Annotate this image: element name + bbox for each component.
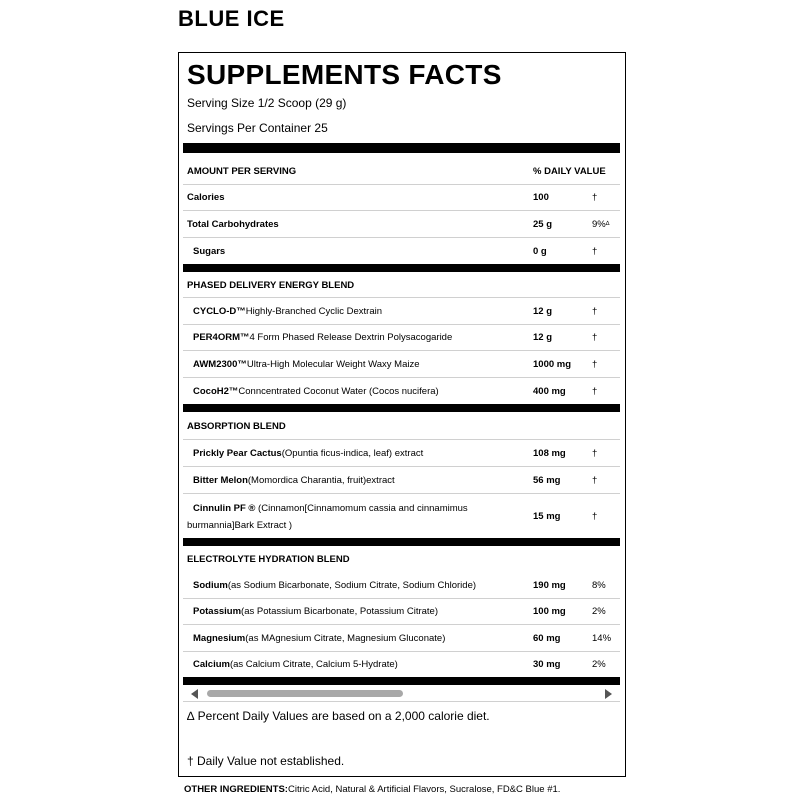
ingredient-amount: 108 mg — [533, 447, 566, 459]
ingredient-amount: 56 mg — [533, 474, 561, 486]
absorption-blend-header — [183, 414, 620, 440]
calories-row — [183, 185, 620, 211]
ingredient-desc: (as Sodium Bicarbonate, Sodium Citrate, Sodium Chloride) — [227, 579, 477, 591]
scroll-right-arrow-icon[interactable] — [605, 689, 612, 699]
ingredient-desc: (as MAgnesium Citrate, Magnesium Gluconate) — [245, 632, 446, 644]
blend-item-row — [183, 440, 620, 467]
nutrient-amount: 25 g — [533, 218, 553, 230]
nutrient-name: Sugars — [193, 245, 226, 257]
percent-daily-value-footnote: ∆ Percent Daily Values are based on a 2,000 calorie diet. — [187, 709, 490, 723]
ingredient-desc: 4 Form Phased Release Dextrin Polysacogaride — [249, 332, 453, 343]
ingredient-dv: † — [592, 510, 598, 522]
total-carbohydrates-row — [183, 211, 620, 238]
ingredient-desc: (as Calcium Citrate, Calcium 5-Hydrate) — [229, 659, 398, 670]
blend-item-row — [183, 625, 620, 652]
ingredient-dv: 2% — [592, 606, 606, 617]
ingredient-amount: 400 mg — [533, 385, 566, 397]
ingredient-amount: 60 mg — [533, 632, 561, 644]
energy-blend-header — [183, 274, 620, 298]
sugars-row — [183, 238, 620, 264]
ingredient-dv: 14% — [592, 632, 612, 644]
ingredient-dv: † — [592, 305, 598, 317]
ingredient-brand: Sodium — [193, 579, 228, 591]
dv-value: 9% — [592, 218, 606, 230]
thick-divider — [183, 538, 620, 546]
ingredient-dv: † — [592, 474, 598, 486]
ingredient-brand: CYCLO-D™ — [193, 305, 246, 317]
facts-title: SUPPLEMENTS FACTS — [187, 59, 502, 90]
ingredient-amount: 1000 mg — [533, 358, 572, 370]
ingredient-dv: † — [592, 332, 598, 343]
nutrient-dv — [592, 211, 609, 237]
ingredient-desc: (as Potassium Bicarbonate, Potassium Citrate) — [241, 606, 438, 617]
ingredient-amount: 12 g — [533, 332, 553, 343]
nutrient-dv: † — [592, 245, 598, 257]
thick-divider — [183, 143, 620, 153]
scroll-left-arrow-icon[interactable] — [191, 689, 198, 699]
ingredient-amount: 100 mg — [533, 606, 566, 617]
blend-item-row — [183, 599, 620, 625]
ingredient-dv: † — [592, 447, 598, 459]
amount-per-serving-header: AMOUNT PER SERVING — [187, 166, 297, 177]
supplement-facts-panel — [178, 52, 626, 777]
ingredient-brand: Prickly Pear Cactus — [193, 447, 282, 459]
blend-item-row — [183, 378, 620, 404]
ingredient-brand: Calcium — [193, 659, 230, 670]
ingredient-amount: 190 mg — [533, 579, 566, 591]
nutrient-amount: 0 g — [533, 245, 547, 257]
other-ingredients — [184, 784, 560, 795]
blend-item-row — [183, 652, 620, 677]
ingredient-brand: PER4ORM™ — [193, 332, 250, 343]
blend-title: ABSORPTION BLEND — [187, 421, 286, 432]
ingredient-desc: (Opuntia ficus-indica, leaf) extract — [281, 447, 424, 459]
thick-divider — [183, 404, 620, 412]
nutrient-dv: † — [592, 192, 598, 203]
blend-item-row — [183, 572, 620, 599]
ingredient-amount: 15 mg — [533, 510, 561, 522]
ingredient-dv: 8% — [592, 579, 606, 591]
ingredient-desc: Conncentrated Coconut Water (Cocos nucifera) — [238, 385, 439, 397]
product-title: BLUE ICE — [178, 6, 285, 31]
serving-size: Serving Size 1/2 Scoop (29 g) — [187, 96, 347, 110]
thick-divider — [183, 677, 620, 685]
blend-title: ELECTROLYTE HYDRATION BLEND — [187, 553, 350, 565]
blend-item-row — [183, 351, 620, 378]
horizontal-scrollbar[interactable] — [183, 686, 620, 702]
nutrient-name: Calories — [187, 192, 225, 203]
electrolyte-blend-header — [183, 547, 620, 571]
servings-per-container: Servings Per Container 25 — [187, 121, 328, 135]
ingredient-brand: AWM2300™ — [193, 358, 247, 370]
scrollbar-thumb[interactable] — [207, 690, 403, 697]
thick-divider — [183, 264, 620, 272]
ingredient-brand: CocoH2™ — [193, 385, 239, 397]
ingredient-brand: Bitter Melon — [193, 474, 248, 486]
ingredient-dv: † — [592, 385, 598, 397]
daily-value-header: % DAILY VALUE — [533, 166, 606, 177]
ingredient-brand: Potassium — [193, 606, 242, 617]
ingredient-brand: Magnesium — [193, 632, 246, 644]
ingredient-desc: (Momordica Charantia, fruit)extract — [247, 474, 395, 486]
blend-item-row — [183, 494, 620, 538]
ingredient-amount: 30 mg — [533, 659, 561, 670]
nutrient-amount: 100 — [533, 192, 549, 203]
ingredient-desc: Highly-Branched Cyclic Dextrain — [245, 305, 382, 317]
table-header-row — [183, 159, 620, 185]
ingredient-brand: Cinnulin PF ® — [193, 503, 256, 514]
blend-item-row — [183, 467, 620, 494]
ingredient-desc: (Cinnamon[Cinnamomum cassia and cinnamimus burmannia]Bark Extract ) — [187, 503, 468, 531]
nutrient-name: Total Carbohydrates — [187, 218, 279, 230]
blend-title: PHASED DELIVERY ENERGY BLEND — [187, 280, 355, 291]
daily-value-not-established-footnote: † Daily Value not established. — [187, 754, 345, 768]
ingredient-dv: 2% — [592, 659, 606, 670]
blend-item-row — [183, 298, 620, 325]
ingredient-desc: Ultra-High Molecular Weight Waxy Maize — [246, 358, 420, 370]
other-ingredients-text: Citric Acid, Natural & Artificial Flavors, Sucralose, FD&C Blue #1. — [287, 784, 561, 795]
ingredient-amount: 12 g — [533, 305, 553, 317]
ingredient-dv: † — [592, 358, 598, 370]
blend-item-row — [183, 325, 620, 351]
delta-marker: ∆ — [605, 221, 610, 227]
other-ingredients-label: OTHER INGREDIENTS: — [184, 784, 288, 795]
